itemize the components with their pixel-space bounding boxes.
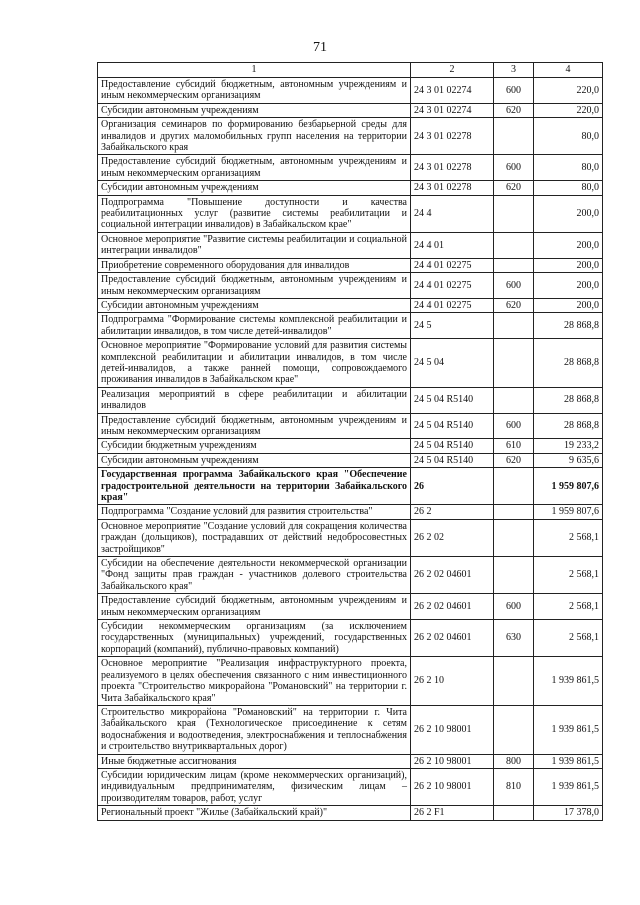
row-amount-cell: 17 378,0 <box>534 806 603 820</box>
row-name-cell: Основное мероприятие "Развитие системы реабилитации и социальной интеграции инвалидов" <box>98 232 411 258</box>
table-row <box>98 505 603 519</box>
row-code-cell: 26 2 F1 <box>411 806 494 820</box>
row-amount-cell: 200,0 <box>534 258 603 272</box>
row-amount-cell: 1 939 861,5 <box>534 754 603 768</box>
row-expense-type-cell: 600 <box>494 78 534 104</box>
row-code-cell: 26 2 <box>411 505 494 519</box>
row-code-cell: 24 3 01 02278 <box>411 181 494 195</box>
row-amount-cell: 2 568,1 <box>534 557 603 594</box>
row-expense-type-cell <box>494 258 534 272</box>
row-name-cell: Государственная программа Забайкальского края "Обеспечение градостроительной деятельности на территории Забайкальского края" <box>98 468 411 505</box>
table-row <box>98 103 603 117</box>
page-number: 71 <box>313 40 327 55</box>
header-col-1: 1 <box>98 63 411 78</box>
row-expense-type-cell <box>494 657 534 706</box>
row-amount-cell: 80,0 <box>534 118 603 155</box>
row-name-cell: Подпрограмма "Повышение доступности и качества реабилитационных услуг (развитие системы реабилитации и социальной интеграции инвалидов) в Забайкальском крае" <box>98 195 411 232</box>
row-amount-cell: 1 959 807,6 <box>534 505 603 519</box>
table-row <box>98 806 603 820</box>
table-row <box>98 78 603 104</box>
row-expense-type-cell: 630 <box>494 620 534 657</box>
row-name-cell: Реализация мероприятий в сфере реабилитации и абилитации инвалидов <box>98 387 411 413</box>
row-name-cell: Субсидии юридическим лицам (кроме некоммерческих организаций), индивидуальным предпринимателям, физическим лицам – производителям товаров, работ, услуг <box>98 768 411 805</box>
row-expense-type-cell: 620 <box>494 298 534 312</box>
row-amount-cell: 9 635,6 <box>534 453 603 467</box>
row-expense-type-cell: 600 <box>494 155 534 181</box>
table-row <box>98 118 603 155</box>
row-expense-type-cell: 620 <box>494 453 534 467</box>
table-row <box>98 155 603 181</box>
row-amount-cell: 220,0 <box>534 78 603 104</box>
row-amount-cell: 1 939 861,5 <box>534 657 603 706</box>
table-header <box>98 63 603 78</box>
header-col-2: 2 <box>411 63 494 78</box>
row-code-cell: 24 5 04 <box>411 339 494 388</box>
row-name-cell: Основное мероприятие "Создание условий для сокращения количества граждан (дольщиков), пострадавших от действий недобросовестных застройщиков" <box>98 519 411 556</box>
row-amount-cell: 200,0 <box>534 273 603 299</box>
row-name-cell: Предоставление субсидий бюджетным, автономным учреждениям и иным некоммерческим организациям <box>98 413 411 439</box>
row-code-cell: 26 2 10 <box>411 657 494 706</box>
row-code-cell: 24 4 01 02275 <box>411 298 494 312</box>
row-expense-type-cell <box>494 468 534 505</box>
row-name-cell: Иные бюджетные ассигнования <box>98 754 411 768</box>
row-code-cell: 24 3 01 02274 <box>411 78 494 104</box>
row-name-cell: Субсидии бюджетным учреждениям <box>98 439 411 453</box>
table-row <box>98 594 603 620</box>
row-expense-type-cell <box>494 806 534 820</box>
table-row <box>98 298 603 312</box>
table-row <box>98 754 603 768</box>
row-code-cell: 26 2 02 04601 <box>411 557 494 594</box>
row-amount-cell: 28 868,8 <box>534 313 603 339</box>
row-code-cell: 24 5 04 R5140 <box>411 387 494 413</box>
table-row <box>98 339 603 388</box>
row-amount-cell: 2 568,1 <box>534 594 603 620</box>
row-code-cell: 24 4 01 <box>411 232 494 258</box>
row-expense-type-cell: 810 <box>494 768 534 805</box>
row-name-cell: Подпрограмма "Создание условий для развития строительства" <box>98 505 411 519</box>
row-code-cell: 24 5 04 R5140 <box>411 453 494 467</box>
row-amount-cell: 28 868,8 <box>534 339 603 388</box>
row-name-cell: Предоставление субсидий бюджетным, автономным учреждениям и иным некоммерческим организациям <box>98 78 411 104</box>
row-expense-type-cell <box>494 387 534 413</box>
row-amount-cell: 1 939 861,5 <box>534 768 603 805</box>
table-row <box>98 313 603 339</box>
row-expense-type-cell: 600 <box>494 413 534 439</box>
row-code-cell: 24 3 01 02274 <box>411 103 494 117</box>
table-row <box>98 557 603 594</box>
row-code-cell: 24 5 04 R5140 <box>411 439 494 453</box>
row-expense-type-cell <box>494 519 534 556</box>
row-amount-cell: 2 568,1 <box>534 620 603 657</box>
row-expense-type-cell: 800 <box>494 754 534 768</box>
row-code-cell: 26 2 02 <box>411 519 494 556</box>
row-amount-cell: 28 868,8 <box>534 387 603 413</box>
table-row <box>98 273 603 299</box>
row-name-cell: Региональный проект "Жилье (Забайкальский край)" <box>98 806 411 820</box>
row-expense-type-cell <box>494 557 534 594</box>
row-code-cell: 26 2 02 04601 <box>411 620 494 657</box>
row-amount-cell: 80,0 <box>534 155 603 181</box>
row-name-cell: Предоставление субсидий бюджетным, автономным учреждениям и иным некоммерческим организациям <box>98 594 411 620</box>
row-amount-cell: 220,0 <box>534 103 603 117</box>
row-code-cell: 24 4 01 02275 <box>411 273 494 299</box>
row-expense-type-cell <box>494 339 534 388</box>
row-name-cell: Субсидии некоммерческим организациям (за исключением государственных (муниципальных) учреждений, государственных корпораций (компаний), публично-правовых компаний) <box>98 620 411 657</box>
table-row <box>98 468 603 505</box>
row-code-cell: 24 5 <box>411 313 494 339</box>
row-code-cell: 24 3 01 02278 <box>411 118 494 155</box>
table-row <box>98 705 603 754</box>
table-row <box>98 519 603 556</box>
row-code-cell: 26 2 10 98001 <box>411 754 494 768</box>
table-body <box>98 78 603 821</box>
table-row <box>98 258 603 272</box>
row-expense-type-cell: 620 <box>494 181 534 195</box>
table-row <box>98 232 603 258</box>
row-code-cell: 26 2 10 98001 <box>411 705 494 754</box>
table-row <box>98 453 603 467</box>
row-code-cell: 26 2 02 04601 <box>411 594 494 620</box>
row-name-cell: Субсидии автономным учреждениям <box>98 298 411 312</box>
table-row <box>98 413 603 439</box>
table-row <box>98 657 603 706</box>
row-amount-cell: 80,0 <box>534 181 603 195</box>
row-expense-type-cell <box>494 505 534 519</box>
row-name-cell: Основное мероприятие "Реализация инфраструктурного проекта, реализуемого в целях обеспечения связанного с ним инвестиционного проекта "Строительство микрорайона "Романовский" на территории г. Чита Забайкальского края" <box>98 657 411 706</box>
row-name-cell: Субсидии автономным учреждениям <box>98 103 411 117</box>
row-amount-cell: 200,0 <box>534 298 603 312</box>
row-name-cell: Субсидии автономным учреждениям <box>98 181 411 195</box>
row-expense-type-cell <box>494 195 534 232</box>
table-row <box>98 620 603 657</box>
row-name-cell: Строительство микрорайона "Романовский" на территории г. Чита Забайкальского края (Технологическое присоединение к сетям водоснабжения и водоотведения, электроснабжения и теплоснабжения и строительство внутриквартальных дорог) <box>98 705 411 754</box>
row-name-cell: Организация семинаров по формированию безбарьерной среды для инвалидов и других маломобильных групп населения на территории Забайкальского края <box>98 118 411 155</box>
table-row <box>98 387 603 413</box>
row-name-cell: Субсидии автономным учреждениям <box>98 453 411 467</box>
row-expense-type-cell <box>494 313 534 339</box>
row-code-cell: 26 <box>411 468 494 505</box>
row-amount-cell: 200,0 <box>534 195 603 232</box>
row-expense-type-cell <box>494 118 534 155</box>
row-amount-cell: 28 868,8 <box>534 413 603 439</box>
row-amount-cell: 1 959 807,6 <box>534 468 603 505</box>
row-amount-cell: 2 568,1 <box>534 519 603 556</box>
row-expense-type-cell: 610 <box>494 439 534 453</box>
row-expense-type-cell <box>494 705 534 754</box>
row-expense-type-cell: 600 <box>494 594 534 620</box>
row-code-cell: 26 2 10 98001 <box>411 768 494 805</box>
budget-table <box>97 62 603 821</box>
row-name-cell: Основное мероприятие "Формирование условий для развития системы комплексной реабилитации и абилитации инвалидов, в том числе детей-инвалидов, а также ранней помощи, сопровождаемого проживания инвалидов в Забайкальском крае" <box>98 339 411 388</box>
header-col-4: 4 <box>534 63 603 78</box>
table-row <box>98 181 603 195</box>
row-expense-type-cell: 600 <box>494 273 534 299</box>
row-name-cell: Предоставление субсидий бюджетным, автономным учреждениям и иным некоммерческим организациям <box>98 273 411 299</box>
table-row <box>98 195 603 232</box>
row-code-cell: 24 4 01 02275 <box>411 258 494 272</box>
row-name-cell: Приобретение современного оборудования для инвалидов <box>98 258 411 272</box>
row-name-cell: Подпрограмма "Формирование системы комплексной реабилитации и абилитации инвалидов, в том числе детей-инвалидов" <box>98 313 411 339</box>
row-name-cell: Субсидии на обеспечение деятельности некоммерческой организации "Фонд защиты прав граждан - участников долевого строительства Забайкальского края" <box>98 557 411 594</box>
table-row <box>98 439 603 453</box>
row-amount-cell: 1 939 861,5 <box>534 705 603 754</box>
row-code-cell: 24 3 01 02278 <box>411 155 494 181</box>
row-code-cell: 24 4 <box>411 195 494 232</box>
row-name-cell: Предоставление субсидий бюджетным, автономным учреждениям и иным некоммерческим организациям <box>98 155 411 181</box>
row-amount-cell: 200,0 <box>534 232 603 258</box>
row-expense-type-cell <box>494 232 534 258</box>
table-row <box>98 768 603 805</box>
header-col-3: 3 <box>494 63 534 78</box>
row-amount-cell: 19 233,2 <box>534 439 603 453</box>
row-code-cell: 24 5 04 R5140 <box>411 413 494 439</box>
row-expense-type-cell: 620 <box>494 103 534 117</box>
